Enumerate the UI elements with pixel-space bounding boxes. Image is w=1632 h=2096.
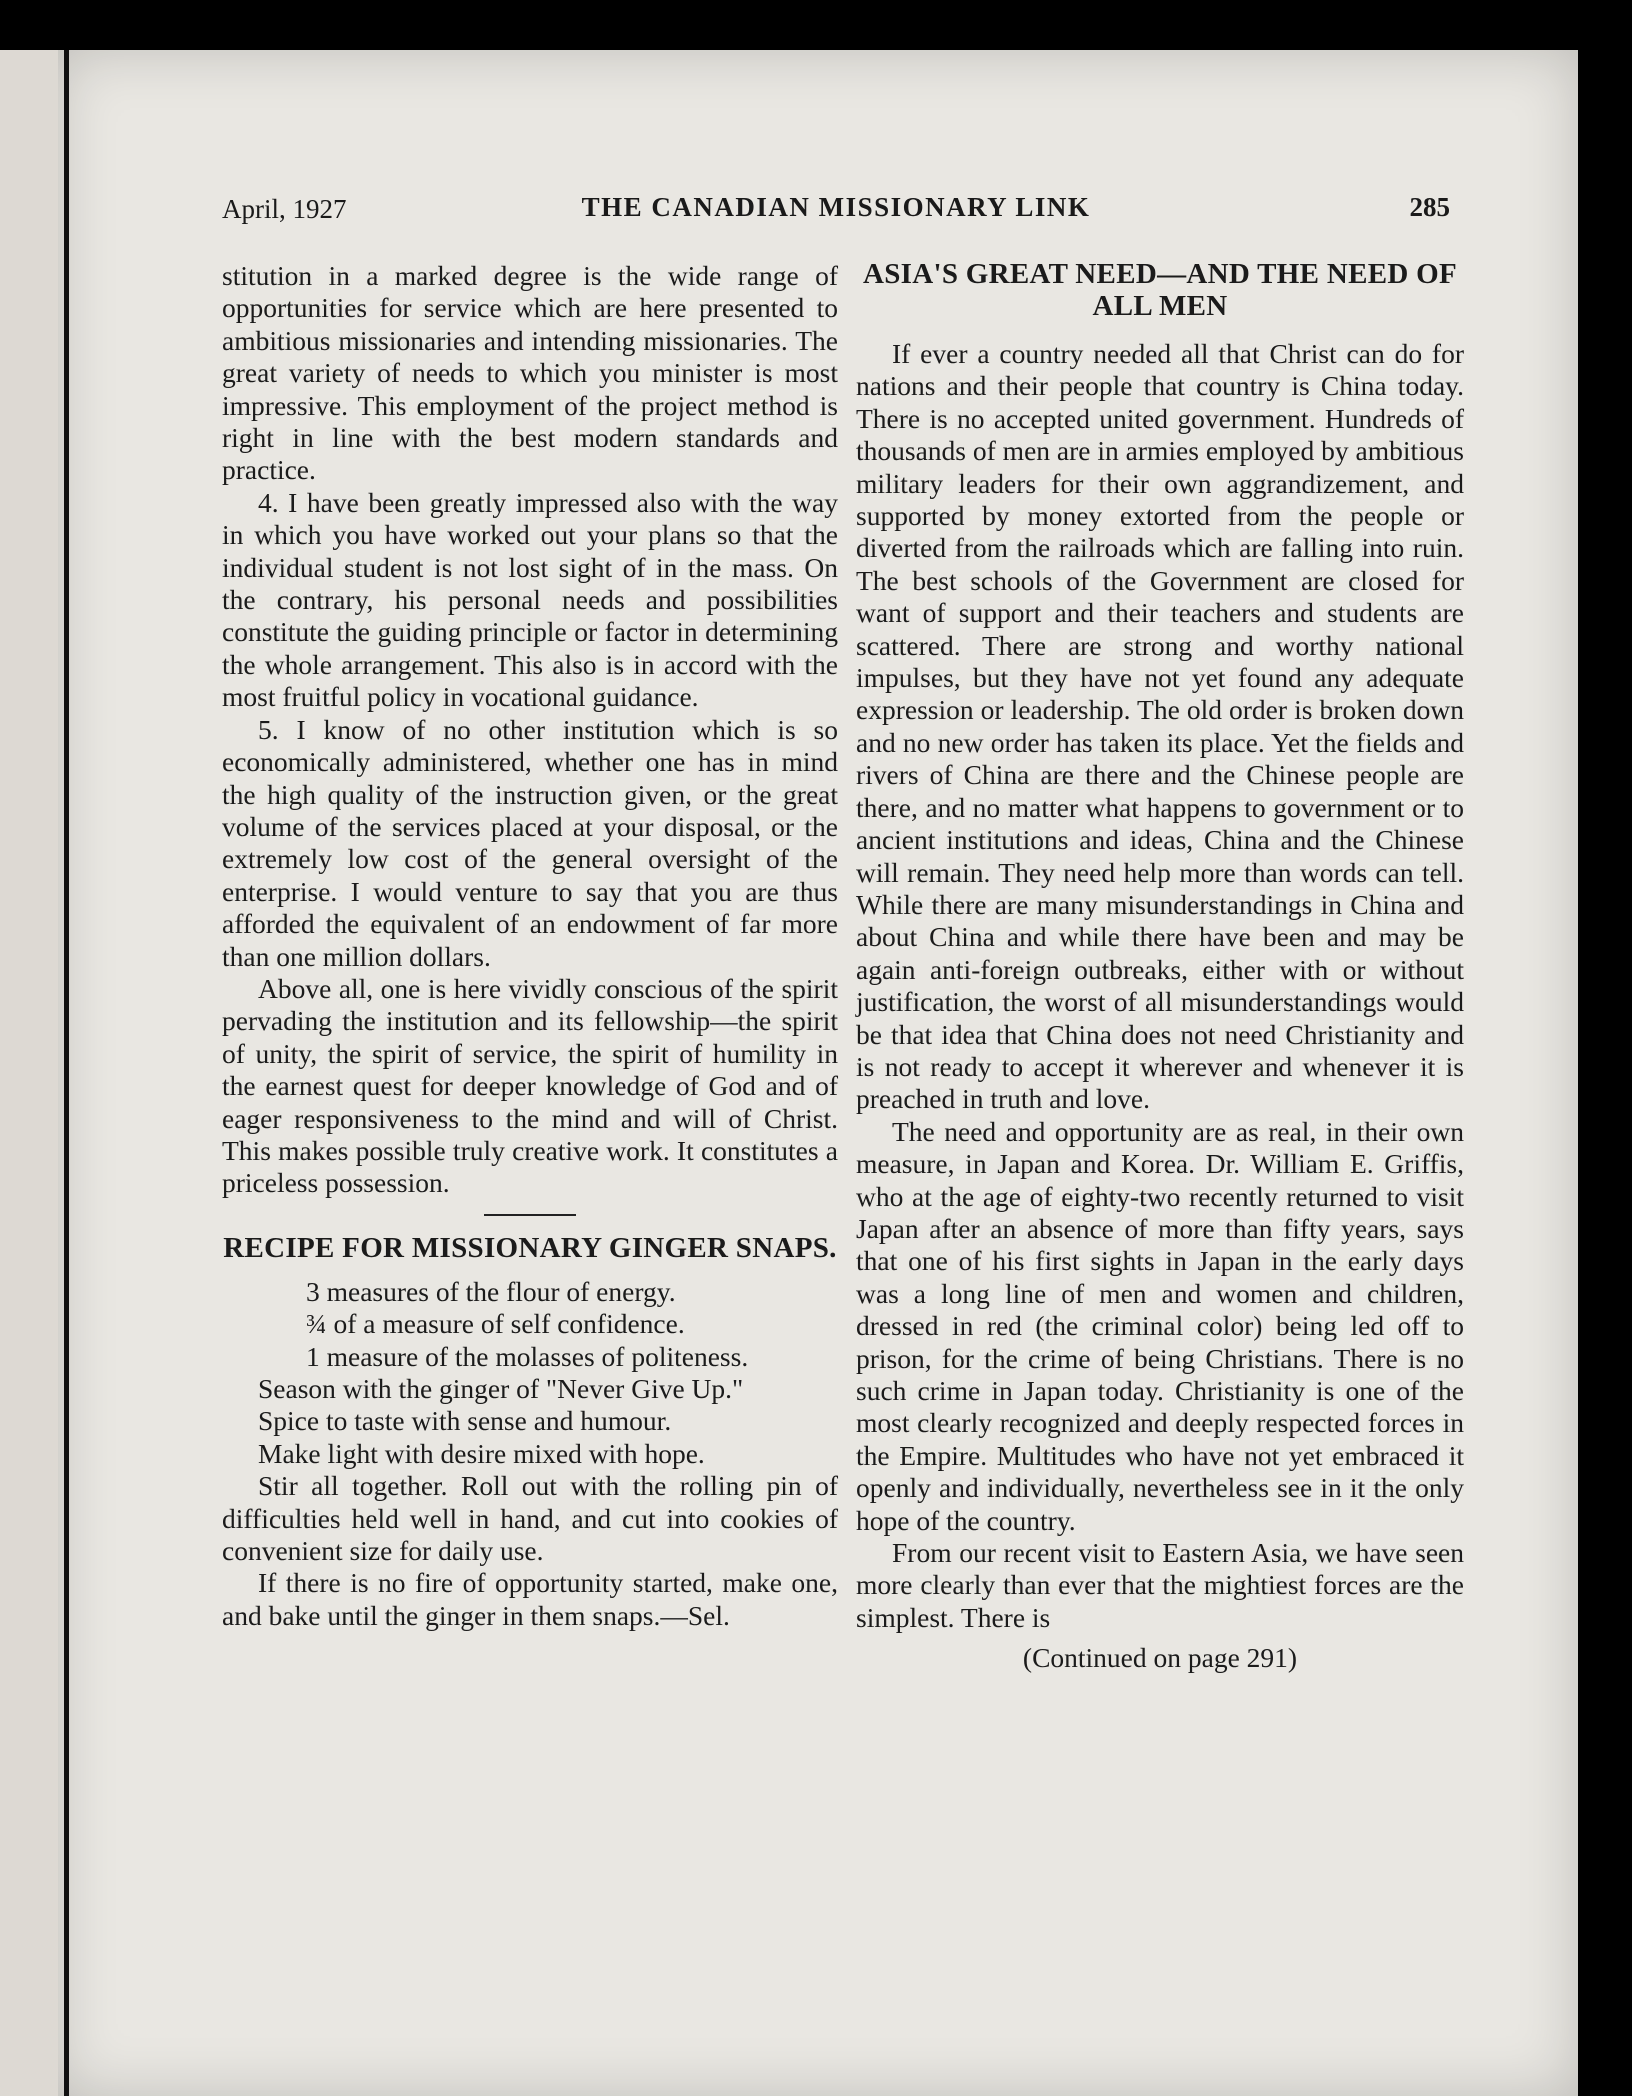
page-number: 285: [1409, 192, 1450, 222]
paragraph: From our recent visit to Eastern Asia, we have seen more clearly than ever that the mightiest forces are the simplest. There is: [856, 1537, 1464, 1633]
recipe-heading: RECIPE FOR MISSIONARY GINGER SNAPS.: [223, 1231, 837, 1264]
left-column: [222, 260, 838, 1632]
recipe-line: Season with the ginger of "Never Give Up.": [258, 1373, 744, 1404]
recipe-line: Stir all together. Roll out with the rolling pin of difficulties held well in hand, and cut into cookies of convenient size for daily use.: [222, 1470, 838, 1567]
binding-rule: [64, 50, 69, 2096]
running-head: [222, 192, 1450, 232]
recipe-line: ¾ of a measure of self confidence.: [306, 1308, 685, 1340]
section-divider: [484, 1214, 576, 1216]
article-heading: ASIA'S GREAT NEED—AND THE NEED OF ALL MEN: [862, 258, 1458, 322]
paragraph: The need and opportunity are as real, in their own measure, in Japan and Korea. Dr. William E. Griffis, who at the age of eighty-two recently returned to visit Japan after an absence of more than fifty years, says that one of his first sights in Japan in the early days was a long line of men and women and children, dressed in red (the criminal color) being led off to prison, for the crime of being Christians. There is no such crime in Japan today. Christianity is one of the most clearly recognized and deeply respected forces in the Empire. Multitudes who have not yet embraced it openly and individually, nevertheless see in it the only hope of the country.: [856, 1115, 1464, 1536]
issue-date: April, 1927: [222, 194, 347, 224]
recipe-line: 1 measure of the molasses of politeness.: [306, 1340, 749, 1372]
continued-note: (Continued on page 291): [1022, 1642, 1298, 1674]
paragraph: stitution in a marked degree is the wide range of opportunities for service which are here presented to ambitious missionaries and intending missionaries. The great variety of needs to which you minister is most impressive. This employment of the project method is right in line with the best modern standards and practice.: [222, 260, 838, 486]
recipe-line: 3 measures of the flour of energy.: [306, 1275, 676, 1307]
recipe-line: Make light with desire mixed with hope.: [258, 1437, 705, 1469]
paragraph: If ever a country needed all that Christ can do for nations and their people that country is China today. There is no accepted united government. Hundreds of thousands of men are in armies employed by ambitious military leaders for their own aggrandizement, and supported by money extorted from the people or diverted from the railroads which are falling into ruin. The best schools of the Government are closed for want of support and their teachers and students are scattered. There are strong and worthy national impulses, but they have not yet found any adequate expression or leadership. The old order is broken down and no new order has taken its place. Yet the fields and rivers of China are there and the Chinese people are there, and no matter what happens to government or to ancient institutions and ideas, China and the Chinese will remain. They need help more than words can tell. While there are many misunderstandings in China and about China and while there have been and may be again anti-foreign outbreaks, either with or without justification, the worst of all misunderstandings would be that idea that China does not need Christianity and is not ready to accept it wherever and whenever it is preached in truth and love.: [856, 338, 1464, 1115]
paragraph: Above all, one is here vividly conscious of the spirit pervading the institution and its fellowship—the spirit of unity, the spirit of service, the spirit of humility in the earnest quest for deeper knowledge of God and of eager responsiveness to the mind and will of Christ. This makes possible truly creative work. It constitutes a priceless possession.: [222, 972, 838, 1199]
paragraph: 5. I know of no other institution which is so economically administered, whether one has in mind the high quality of the instruction given, or the great volume of the services placed at your disposal, or the extremely low cost of the general oversight of the enterprise. I would venture to say that you are thus afforded the equivalent of an endowment of far more than one million dollars.: [222, 713, 838, 972]
recipe-line: Spice to taste with sense and humour.: [258, 1405, 672, 1437]
recipe-line: If there is no fire of opportunity started, make one, and bake until the ginger in them snaps.—Sel.: [222, 1567, 838, 1631]
facing-page-edge: [0, 50, 58, 2096]
paragraph: 4. I have been greatly impressed also with the way in which you have worked out your plans so that the individual student is not lost sight of in the mass. On the contrary, his personal needs and possibilities constitute the guiding principle or factor in determining the whole arrangement. This also is in accord with the most fruitful policy in vocational guidance.: [222, 486, 838, 713]
right-column: [856, 258, 1464, 1675]
publication-title: THE CANADIAN MISSIONARY LINK: [581, 192, 1091, 222]
